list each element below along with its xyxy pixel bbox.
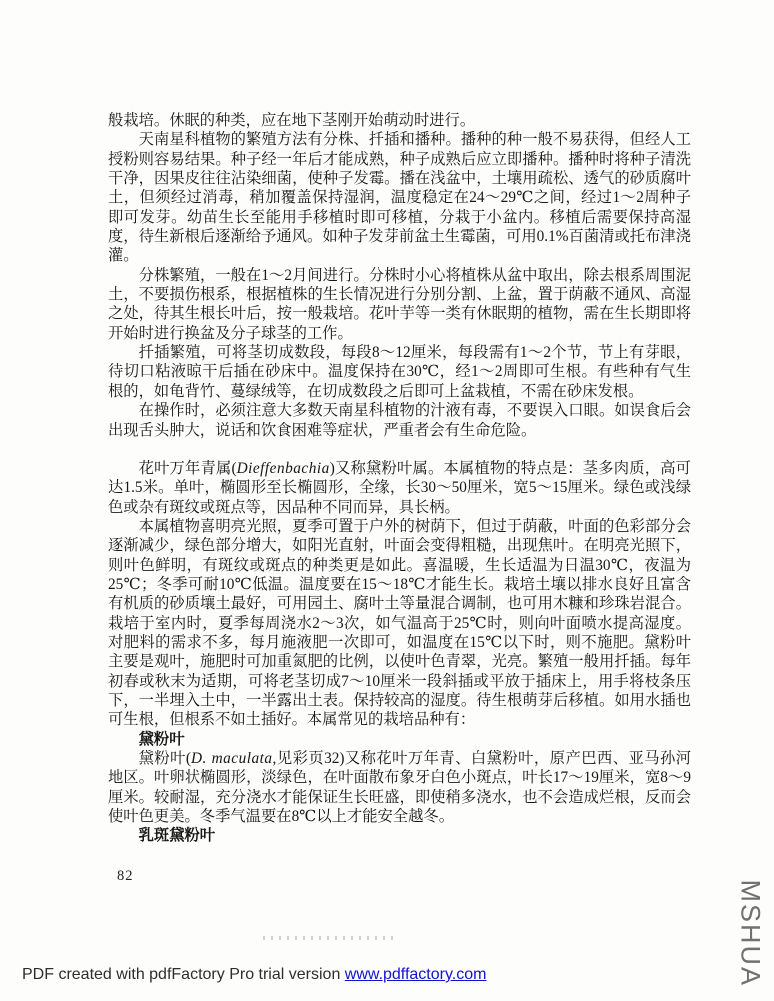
side-watermark-text: MSHUA [735, 879, 766, 988]
paragraph-continuation: 般栽培。休眠的种类，应在地下茎刚开始萌动时进行。 [108, 112, 476, 129]
watermark-link[interactable]: www.pdffactory.com [344, 966, 487, 983]
genus-text-before: 花叶万年青属( [138, 459, 237, 477]
genus-latin-name: Dieffenbachia [236, 459, 330, 477]
paragraph-species-maculata [108, 749, 691, 826]
scan-artifact-dots [263, 936, 395, 940]
species-latin-name: D. maculata [190, 750, 273, 767]
genus-text-after: )又称黛粉叶属。本属植物的特点是：茎多肉质，高可达1.5米。单叶，椭圆形至长椭圆形，全缘，长30～50厘米，宽5～15厘米。绿色或浅绿色或杂有斑纹或斑点等，因品种不同而异，具长柄。 [108, 459, 691, 516]
pdf-watermark-bar [22, 966, 486, 984]
page-body-text [108, 111, 691, 846]
paragraph-genus-intro [108, 459, 691, 517]
heading-daifenye: 黛粉叶 [138, 730, 185, 748]
paragraph-toxicity-warning: 在操作时，必须注意大多数天南星科植物的汁液有毒，不要误入口眼。如误食后会出现舌头肿大，说话和饮食困难等症状，严重者会有生命危险。 [108, 402, 691, 439]
paragraph-cultivation-care: 本属植物喜明亮光照，夏季可置于户外的树荫下，但过于荫蔽，叶面的色彩部分会逐渐减少，绿色部分增大，如阳光直射，叶面会变得粗糙，出现焦叶。在明亮光照下，则叶色鲜明，有斑纹或斑点的种类更是如此。喜温暖，生长适温为日温30℃，夜温为25℃；冬季可耐10℃低温。温度要在15～18℃才能生长。栽培土壤以排水良好且富含有机质的砂质壤土最好，可用园土、腐叶土等量混合调制，也可用木糠和珍珠岩混合。栽培于室内时，夏季每周浇水2～3次，如气温高于25℃时，则向叶面喷水提高湿度。对肥料的需求不多，每月施液肥一次即可，如温度在15℃以下时，则不施肥。黛粉叶主要是观叶，施肥时可加重氮肥的比例，以使叶色青翠，光亮。繁殖一般用扦插。每年初春或秋末为适期，可将老茎切成7～10厘米一段斜插或平放于插床上，用手将枝条压下，一半埋入土中，一半露出土表。保持较高的湿度。待生根萌芽后移植。如用水插也可生根，但根系不如土插好。本属常见的栽培品种有： [108, 517, 691, 729]
paragraph-division-propagation: 分株繁殖，一般在1～2月间进行。分株时小心将植株从盆中取出，除去根系周围泥土，不要损伤根系，根据植株的生长情况进行分别分割、上盆，置于荫蔽不通风、高湿之处，待其生根长叶后，按一般栽培。花叶芋等一类有休眠期的植物，需在生长期即将开始时进行换盆及分子球茎的工作。 [108, 266, 691, 342]
watermark-text: PDF created with pdfFactory Pro trial version [22, 966, 345, 983]
species-text-before: 黛粉叶( [138, 750, 191, 767]
paragraph-cutting-propagation: 扦插繁殖，可将茎切成数段，每段8～12厘米，每段需有1～2个节，节上有芽眼，待切口粘液晾干后插在砂床中。温度保持在30℃，经1～2周即可生根。有些种有气生根的，如龟背竹、蔓绿绒等，在切成数段之后即可上盆栽植，不需在砂床发根。 [108, 344, 691, 400]
paragraph-propagation-methods: 天南星科植物的繁殖方法有分株、扦插和播种。播种的种一般不易获得，但经人工授粉则容易结果。种子经一年后才能成熟，种子成熟后应立即播种。播种时将种子清洗干净，因果皮往往沾染细菌，使种子发霉。播在浅盆中，土壤用疏松、透气的砂质腐叶土，但须经过消毒，稍加覆盖保持湿润，温度稳定在24～29℃之间，经过1～2周种子即可发芽。幼苗生长至能用手移植时即可移植，分栽于小盆内。移植后需要保持高湿度，待生新根后逐渐给予通风。如种子发芽前盆土生霉菌，可用0.1%百菌清或托布津浇灌。 [108, 131, 691, 265]
page-number: 82 [117, 868, 134, 884]
heading-rupan-daifenye: 乳斑黛粉叶 [138, 827, 216, 845]
species-text-after: ,见彩页32)又称花叶万年青、白黛粉叶，原产巴西、亚马孙河地区。叶卵状椭圆形，淡绿色，在叶面散布象牙白色小斑点，叶长17～19厘米，宽8～9厘米。较耐湿，充分浇水才能保证生长旺盛，即使稍多浇水，也不会造成烂根，反而会使叶色更美。冬季气温要在8℃以上才能安全越冬。 [108, 750, 691, 826]
